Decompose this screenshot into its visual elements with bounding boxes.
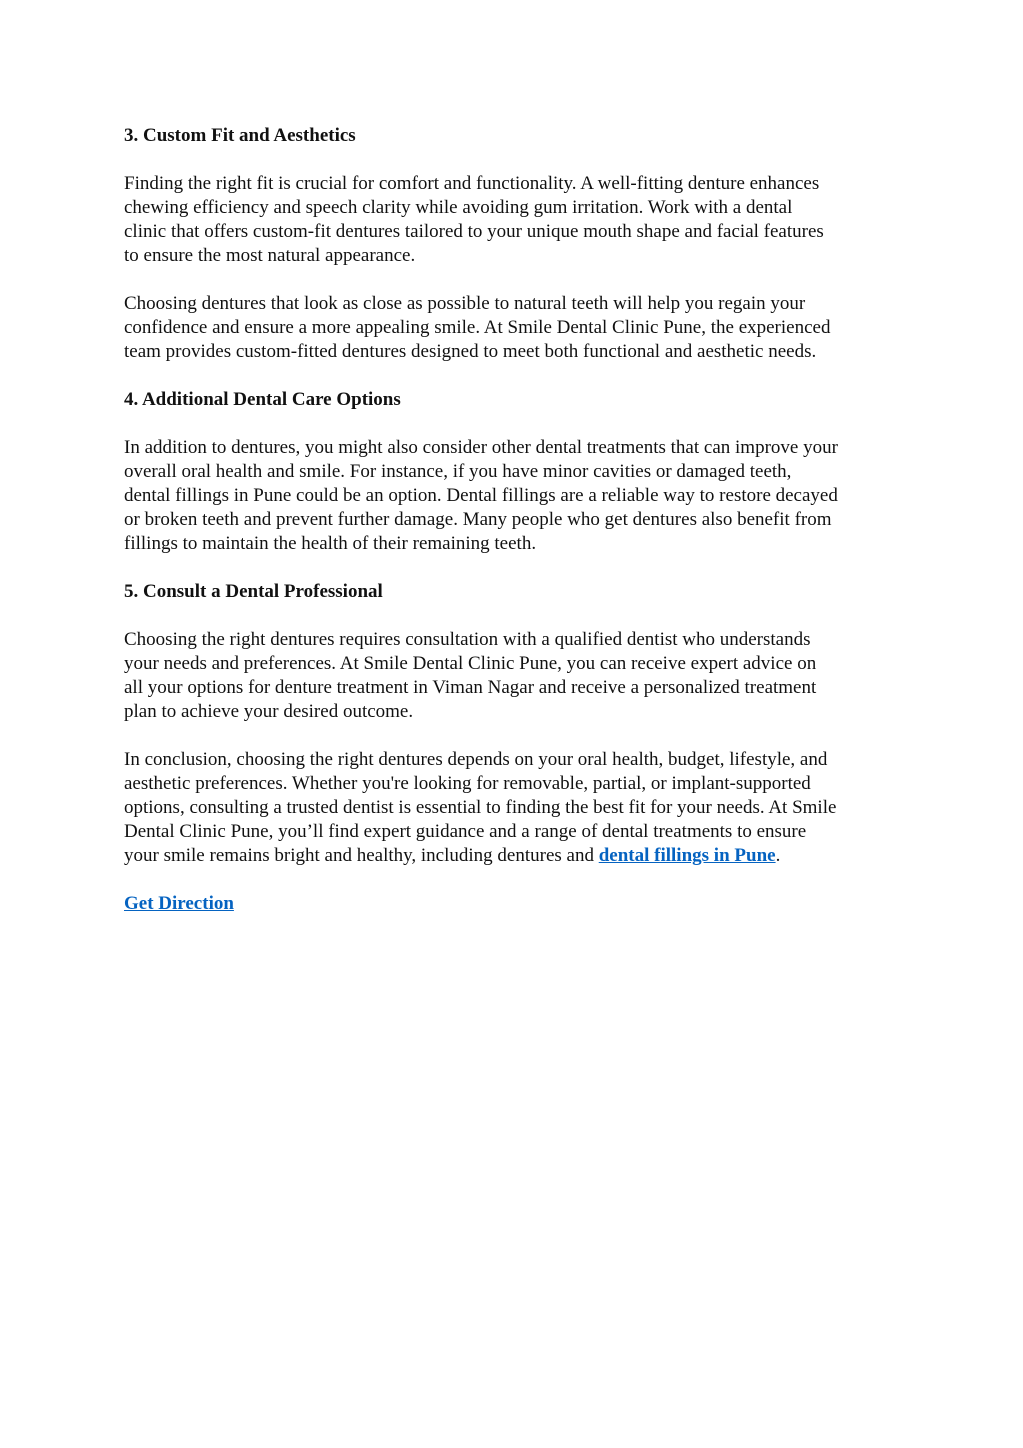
section-heading-custom-fit: 3. Custom Fit and Aesthetics	[124, 125, 356, 146]
text-line: all your options for denture treatment in Viman Nagar and receive a personalized treatment	[124, 677, 817, 698]
get-direction-line	[124, 892, 914, 916]
document-page	[124, 124, 914, 916]
text-segment: your smile remains bright and healthy, including dentures and	[124, 845, 599, 866]
text-line: options, consulting a trusted dentist is essential to finding the best fit for your needs. At Smile	[124, 797, 837, 818]
text-line: fillings to maintain the health of their remaining teeth.	[124, 533, 537, 554]
text-line: clinic that offers custom-fit dentures tailored to your unique mouth shape and facial features	[124, 221, 824, 242]
paragraph-aesthetics	[124, 292, 914, 364]
text-line: dental fillings in Pune could be an option. Dental fillings are a reliable way to restore decayed	[124, 485, 838, 506]
text-line-with-link	[124, 844, 914, 868]
text-line: Finding the right fit is crucial for comfort and functionality. A well-fitting denture enhances	[124, 173, 820, 194]
text-line: plan to achieve your desired outcome.	[124, 701, 414, 722]
paragraph-additional-care	[124, 436, 914, 556]
section-heading-consult: 5. Consult a Dental Professional	[124, 581, 383, 602]
text-line: aesthetic preferences. Whether you're looking for removable, partial, or implant-supported	[124, 773, 811, 794]
text-line: Choosing the right dentures requires consultation with a qualified dentist who understands	[124, 629, 811, 650]
text-line: or broken teeth and prevent further damage. Many people who get dentures also benefit from	[124, 509, 832, 530]
section-heading-additional-care: 4. Additional Dental Care Options	[124, 389, 401, 410]
text-line: team provides custom-fitted dentures designed to meet both functional and aesthetic needs.	[124, 341, 817, 362]
get-direction-link[interactable]: Get Direction	[124, 893, 234, 914]
text-line: Choosing dentures that look as close as possible to natural teeth will help you regain your	[124, 293, 806, 314]
text-line: In addition to dentures, you might also consider other dental treatments that can improve your	[124, 437, 838, 458]
text-line: confidence and ensure a more appealing smile. At Smile Dental Clinic Pune, the experienced	[124, 317, 831, 338]
paragraph-conclusion	[124, 748, 914, 868]
text-line: Dental Clinic Pune, you’ll find expert guidance and a range of dental treatments to ensure	[124, 821, 807, 842]
text-line: In conclusion, choosing the right dentures depends on your oral health, budget, lifestyle, and	[124, 749, 828, 770]
dental-fillings-link[interactable]: dental fillings in Pune	[598, 845, 776, 866]
text-line: your needs and preferences. At Smile Dental Clinic Pune, you can receive expert advice on	[124, 653, 817, 674]
text-line: overall oral health and smile. For instance, if you have minor cavities or damaged teeth,	[124, 461, 792, 482]
text-line: chewing efficiency and speech clarity while avoiding gum irritation. Work with a dental	[124, 197, 793, 218]
text-line: to ensure the most natural appearance.	[124, 245, 416, 266]
paragraph-consult	[124, 628, 914, 724]
paragraph-fit	[124, 172, 914, 268]
text-segment: .	[775, 845, 781, 866]
